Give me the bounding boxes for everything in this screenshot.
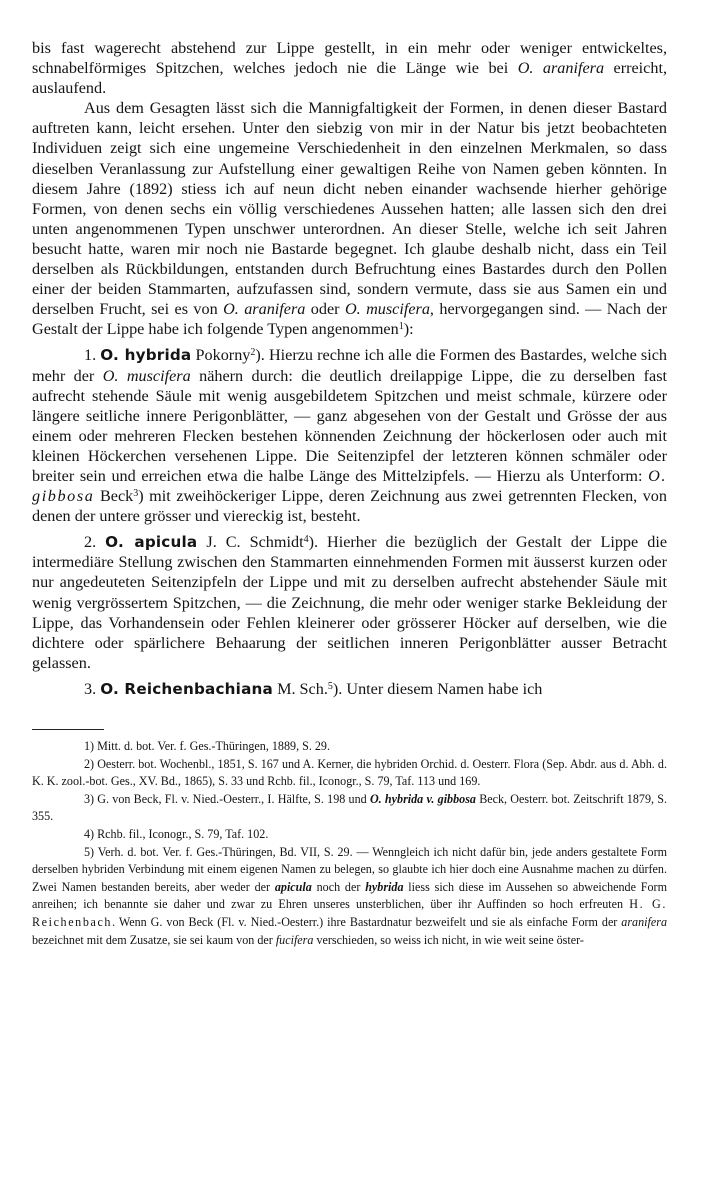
taxon-name: aranifera: [621, 914, 667, 929]
type-2-paragraph: 2. O. apicula J. C. Schmidt$^4$). Hierher die bezüglich der Gestalt der Lippe die intermediäre Stellung zwischen den Stammarten einnehmenden Formen mit äusserst kurzen oder nur angedeuteten Seitenzipfeln der Lippe und mit zu derselben aufrecht abstehender Säule mit wenig vergrössertem Spitzchen, — die Zeichnung, die mehr oder weniger starke Bekleidung der Lippe, das Vorhandensein oder Fehlen kleinerer oder grösserer Höcker auf derselben, wie die dichtere oder spärlichere Behaarung der seitlichen inneren Perigonblätter ausser Betracht gelassen.: [32, 533, 668, 672]
type-3-paragraph: 3. O. Reichenbachiana M. Sch.$^5$). Unter diesem Namen habe ich: [84, 679, 543, 698]
footnote-ref[interactable]: 1: [398, 321, 404, 333]
paragraph-1: bis fast wagerecht abstehend zur Lippe gestellt, in ein mehr oder weniger entwickeltes, schnabelförmiges Spitzchen, welches jedoch nie die Länge wie bei O. aranifera erreicht, auslaufend.: [32, 39, 668, 98]
taxon-name: O. aranifera: [223, 300, 306, 319]
footnotes: [32, 738, 667, 949]
taxon-name: fucifera: [275, 932, 314, 947]
footnote-divider: [32, 729, 104, 730]
footnote-2: 2) Oesterr. bot. Wochenbl., 1851, S. 167 und A. Kerner, die hybriden Orchid. d. Oesterr. Flora (Sep. Abdr. aus d. Abh. d. K. K. zool.-bot. Ges., XV. Bd., 1865), S. 33 und Rchb. fil., Iconogr., S. 79, Taf. 113 und 169.: [32, 756, 667, 789]
footnote-3: 3) G. von Beck, Fl. v. Nied.-Oesterr., I. Hälfte, S. 198 und O. hybrida v. gibbosa Beck, Oesterr. bot. Zeitschrift 1879, S. 355.: [32, 791, 667, 824]
footnote-ref[interactable]: 4: [303, 534, 309, 546]
paragraph-2: Aus dem Gesagten lässt sich die Mannigfaltigkeit der Formen, in denen dieser Bastard auftreten kann, leicht ersehen. Unter den siebzig von mir in der Natur bis jetzt beobachteten Individuen zeigt sich eine ungemeine Verschiedenheit in den einzelnen Merkmalen, so dass dieselben Veranlassung zur Aufstellung einer gewaltigen Reihe von Namen geben könnten. In diesem Jahre (1892) stiess ich auf neun dicht neben einander wachsende hierher gehörige Formen, von denen sechs ein völlig verschiedenes Aussehen hatten; alle lassen sich den drei unten angenommenen Typen unschwer unterordnen. An dieser Stelle, welche ich seit Jahren besucht hatte, waren mir noch nie Bastarde begegnet. Ich glaube deshalb nicht, dass ein Teil derselben als Rückbildungen, entstanden durch Befruchtung eines Bastardes durch den Pollen einer der beiden Stammarten, aufzufassen sind, sondern vermute, dass sie aus Samen ein und derselben Frucht, sei es von O. aranifera oder O. muscifera, hervorgegangen sind. — Nach der Gestalt der Lippe habe ich folgende Typen angenommen$^1$):: [32, 99, 667, 339]
footnote-ref[interactable]: 5: [327, 680, 333, 692]
taxon-name: hybrida: [365, 879, 404, 894]
taxon-name: O. muscifera: [102, 366, 191, 385]
taxon-name: apicula: [274, 879, 312, 894]
footnote-1: 1) Mitt. d. bot. Ver. f. Ges.-Thüringen, 1889, S. 29.: [84, 739, 331, 753]
footnote-ref[interactable]: 3: [133, 488, 139, 500]
taxon-name: O. hybrida v. gibbosa: [369, 791, 476, 806]
main-text: [32, 38, 667, 699]
type-1-paragraph: 1. O. hybrida Pokorny$^2$). Hierzu rechne ich alle die Formen des Bastardes, welche sich mehr der O. muscifera nähern durch: die deutlich dreilappige Lippe, die zu derselben fast aufrecht stehende Säule mit wenig ausgebildetem Spitzchen und meist schmale, kürzere oder längere seitliche innere Perigonblätter, — ganz abgesehen von der Gestalt und Grösse der aus einem oder mehreren Flecken bestehen könnenden Zeichnung der höckerlosen oder auch mit kleinen Höckerchen versehenen Lippe. Die Seitenzipfel der letzteren können schmäler oder breiter sein und erreichen etwa die halbe Länge des Mittelzipfels. — Hierzu als Unterform: O. gibbosa Beck$^3$) mit zweihöckeriger Lippe, deren Zeichnung aus zwei getrennten Flecken, von denen der untere grösser und viereckig ist, besteht.: [32, 346, 668, 526]
type-name: O. Reichenbachiana: [100, 679, 274, 698]
taxon-name: O. aranifera: [517, 59, 605, 78]
footnote-4: 4) Rchb. fil., Iconogr., S. 79, Taf. 102.: [84, 826, 269, 841]
footnote-5: 5) Verh. d. bot. Ver. f. Ges.-Thüringen, Bd. VII, S. 29. — Wenngleich ich nicht dafür bin, jede anders gestaltete Form derselben hybriden Verbindung mit einem eigenen Namen zu belegen, so glaubte ich hier doch eine Ausnahme machen zu dürfen. Zwei Namen bestanden bereits, aber weder der apicula noch der hybrida liess sich diese im Aussehen so abweichende Form anreihen; ich benannte sie daher und zwar zu Ehren unseres unsterblichen, über ihr Auffinden so hoch erfreuten H. G. Reichenbach. Wenn G. von Beck (Fl. v. Nied.-Oesterr.) ihre Bastardnatur bezweifelt und sie als einfache Form der aranifera bezeichnet mit dem Zusatze, sie sei kaum von der fucifera verschieden, so weiss ich nicht, in wie weit seine öster-: [32, 844, 667, 947]
type-name: O. hybrida: [100, 346, 192, 365]
person-name: H. G. Reichenbach: [32, 897, 667, 929]
taxon-name: O. muscifera: [344, 300, 430, 319]
taxon-name: O. gibbosa: [32, 466, 667, 506]
footnote-ref[interactable]: 2: [250, 347, 256, 359]
type-name: O. apicula: [105, 533, 198, 552]
